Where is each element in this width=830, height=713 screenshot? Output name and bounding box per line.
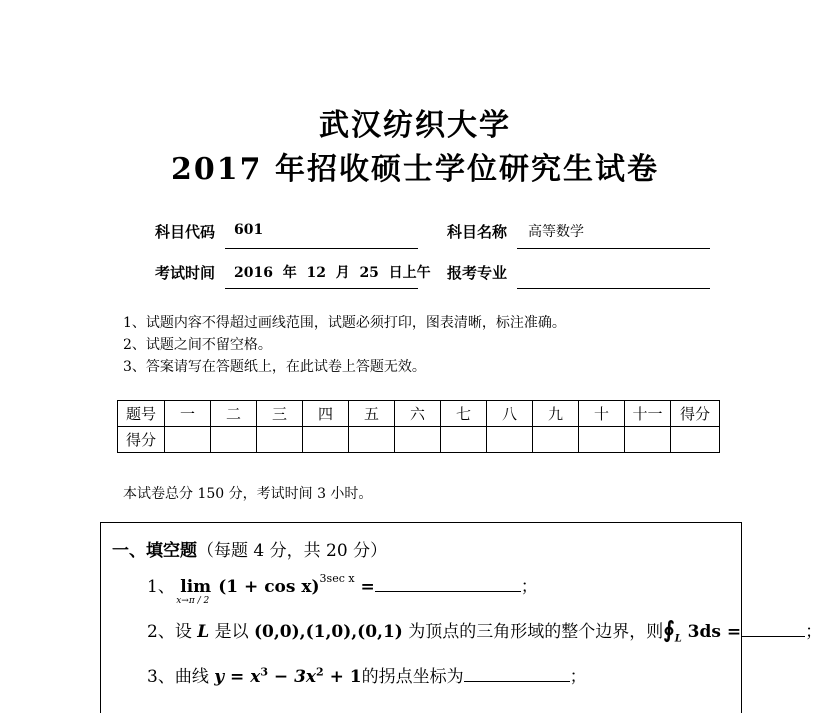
question-text: 的拐点坐标为: [361, 667, 464, 687]
question-number: 1、: [147, 577, 175, 597]
exam-time-label: 考试时间: [155, 264, 216, 282]
question-prefix: 2、设: [147, 622, 198, 642]
limit-word: lim: [180, 577, 212, 597]
table-cell: 十: [579, 401, 625, 427]
limit-expression: (1 + cos x): [218, 577, 320, 597]
table-cell: [165, 427, 211, 453]
section-heading: [112, 536, 387, 561]
table-cell: 九: [533, 401, 579, 427]
integral-symbol: ∮: [663, 617, 675, 643]
university-name: 武汉纺织大学: [319, 108, 511, 143]
exam-time-line: [225, 288, 418, 289]
question-1: [147, 572, 538, 606]
table-row: [118, 427, 720, 453]
table-cell: 五: [349, 401, 395, 427]
major-label: 报考专业: [447, 264, 508, 282]
instructions: [123, 312, 566, 378]
integrand: 3ds =: [681, 622, 742, 642]
instruction-line: 2、试题之间不留空格。: [123, 337, 272, 353]
answer-blank: [464, 667, 570, 682]
table-cell: [579, 427, 625, 453]
exam-title: 2017 年招收硕士学位研究生试卷: [171, 152, 659, 187]
variable-L: L: [197, 622, 210, 642]
table-cell: [441, 427, 487, 453]
table-cell: [211, 427, 257, 453]
table-cell: 七: [441, 401, 487, 427]
table-cell: 得分: [671, 401, 720, 427]
subject-name-label: 科目名称: [447, 223, 508, 241]
limit-subscript: x→π / 2: [176, 596, 210, 606]
curve-expression: − 3x: [268, 667, 317, 687]
table-cell: 二: [211, 401, 257, 427]
table-row: [118, 401, 720, 427]
answer-blank: [375, 577, 521, 592]
table-cell: [257, 427, 303, 453]
table-cell: [395, 427, 441, 453]
table-cell: [533, 427, 579, 453]
instruction-line: 1、试题内容不得超过画线范围，试题必须打印，图表清晰，标注准确。: [123, 315, 566, 331]
answer-blank: [741, 622, 805, 637]
question-prefix: 3、曲线: [147, 667, 215, 687]
table-cell: 四: [303, 401, 349, 427]
curve-expression: y = x: [214, 667, 261, 687]
subject-code-line: [225, 248, 418, 249]
exponent: 3: [260, 665, 268, 679]
limit-operator: [176, 577, 218, 606]
section-note: （每题 4 分，共 20 分）: [197, 541, 388, 561]
question-end: ；: [569, 667, 587, 687]
table-cell: 六: [395, 401, 441, 427]
score-table: [117, 400, 720, 453]
subject-name-line: [517, 248, 710, 249]
subject-name-value: 高等数学: [528, 224, 584, 240]
table-cell: [349, 427, 395, 453]
section-title: 一、填空题: [112, 541, 197, 561]
instruction-line: 3、答案请写在答题纸上，在此试卷上答题无效。: [123, 359, 426, 375]
table-cell: 八: [487, 401, 533, 427]
limit-exponent: 3sec x: [319, 572, 355, 586]
table-cell: 十一: [625, 401, 671, 427]
subject-code-value: 601: [234, 222, 264, 238]
equals-sign: =: [354, 577, 375, 597]
question-2: [147, 617, 822, 644]
table-cell: 得分: [118, 427, 165, 453]
table-cell: [303, 427, 349, 453]
exponent: 2: [316, 665, 324, 679]
question-end: ；: [520, 577, 538, 597]
subject-code-label: 科目代码: [155, 223, 216, 241]
table-cell: [671, 427, 720, 453]
exam-summary: 本试卷总分 150 分，考试时间 3 小时。: [123, 486, 373, 502]
table-cell: 三: [257, 401, 303, 427]
table-cell: [625, 427, 671, 453]
table-cell: 一: [165, 401, 211, 427]
table-cell: [487, 427, 533, 453]
question-text: 为顶点的三角形域的整个边界，则: [402, 622, 664, 642]
curve-expression: + 1: [323, 667, 362, 687]
vertex-points: (0,0),(1,0),(0,1): [254, 622, 403, 642]
question-3: [147, 662, 587, 687]
question-end: ；: [805, 622, 823, 642]
integral-subscript: L: [674, 633, 682, 645]
question-text: 是以: [209, 622, 254, 642]
exam-time-value: 2016 年 12 月 25 日上午: [234, 265, 431, 281]
table-cell: 题号: [118, 401, 165, 427]
major-line: [517, 288, 710, 289]
